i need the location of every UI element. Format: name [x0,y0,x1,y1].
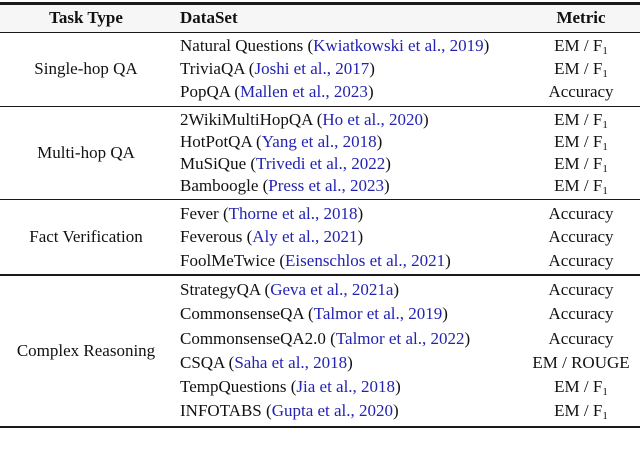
citation-close-paren: ) [357,204,364,224]
metric-label: Accuracy [548,204,614,224]
metric-subscript: 1 [602,44,608,57]
citation-link[interactable]: Saha et al., 2018 [234,352,348,372]
citation-link[interactable]: Trivedi et al., 2022 [256,154,386,174]
dataset-cell [172,401,522,421]
dataset-cell [172,59,522,79]
metric-cell [522,176,640,197]
metric-cell [522,329,640,349]
section-rows [172,276,640,426]
metric-label: Accuracy [548,279,614,299]
dataset-name: PopQA ( [180,82,240,102]
citation-close-paren: ) [376,132,383,152]
metric-subscript: 1 [602,409,608,422]
citation-link[interactable]: Thorne et al., 2018 [228,204,358,224]
table-row [172,249,640,272]
dataset-cell [172,132,522,152]
citation-close-paren: ) [393,401,399,421]
citation-link[interactable]: Talmor et al., 2022 [335,328,465,348]
metric-cell [522,280,640,300]
column-header-dataset: DataSet [180,8,238,27]
section-rows [172,33,640,106]
dataset-name: CommonsenseQA2.0 ( [180,328,336,348]
section-rows [172,200,640,274]
metric-cell [522,82,640,102]
table-row [172,202,640,225]
table-row [172,81,640,104]
dataset-cell [172,280,522,300]
metric-label: EM / F [554,376,603,396]
citation-close-paren: ) [464,328,471,348]
citation-close-paren: ) [422,110,429,130]
dataset-name: FoolMeTwice ( [180,250,286,270]
citation-link[interactable]: Geva et al., 2021a [270,279,394,299]
dataset-name: TriviaQA ( [180,59,255,79]
table-row [172,58,640,81]
citation-close-paren: ) [445,250,451,270]
dataset-name: INFOTABS ( [180,401,272,421]
dataset-cell [172,227,522,247]
metric-label: EM / F [554,35,603,55]
citation-link[interactable]: Eisenschlos et al., 2021 [285,250,446,270]
task-type-cell: Single-hop QA [34,59,138,79]
dataset-cell [172,36,522,56]
metric-cell [522,110,640,131]
metric-cell [522,132,640,153]
metric-label: Accuracy [548,328,614,348]
metric-cell [522,353,640,373]
metric-label: Accuracy [548,227,614,247]
dataset-name: CSQA ( [180,352,235,372]
citation-link[interactable]: Yang et al., 2018 [261,132,377,152]
metric-label: Accuracy [548,304,614,324]
citation-close-paren: ) [357,227,364,247]
dataset-cell [172,110,522,130]
citation-close-paren: ) [393,279,400,299]
metric-subscript: 1 [602,118,608,131]
metric-cell [522,304,640,324]
dataset-name: CommonsenseQA ( [180,304,314,324]
citation-close-paren: ) [385,154,391,174]
bottom-rule [0,426,640,429]
table-row [172,399,640,423]
dataset-name: Fever ( [180,204,229,224]
metric-label: EM / F [554,400,603,420]
citation-link[interactable]: Mallen et al., 2023 [239,82,368,102]
dataset-cell [172,204,522,224]
citation-close-paren: ) [483,36,490,56]
table-row [172,375,640,399]
citation-link[interactable]: Joshi et al., 2017 [254,59,370,79]
dataset-name: Feverous ( [180,227,253,247]
metric-label: EM / F [554,109,603,129]
metric-cell [522,204,640,224]
table-row [172,326,640,350]
task-section [0,107,640,199]
table-row [172,278,640,302]
citation-close-paren: ) [347,352,353,372]
table-row [172,131,640,153]
dataset-cell [172,329,522,349]
citation-link[interactable]: Press et al., 2023 [268,176,384,196]
metric-subscript: 1 [602,385,608,398]
metric-cell [522,154,640,175]
dataset-name: TempQuestions ( [180,377,297,397]
dataset-name: Natural Questions ( [180,36,314,56]
metric-label: EM / F [554,58,603,78]
table-row [172,153,640,175]
citation-link[interactable]: Talmor et al., 2019 [313,304,443,324]
metric-subscript: 1 [602,140,608,153]
metric-cell [522,251,640,271]
dataset-cell [172,377,522,397]
table-row [172,302,640,326]
citation-link[interactable]: Aly et al., 2021 [252,227,358,247]
task-section [0,33,640,106]
column-header-metric: Metric [556,8,606,27]
metric-label: EM / ROUGE [532,352,630,372]
metric-cell [522,227,640,247]
dataset-cell [172,353,522,373]
table-row [172,351,640,375]
section-rows [172,107,640,199]
citation-close-paren: ) [395,377,401,397]
table-header-row [0,5,640,32]
citation-close-paren: ) [369,59,375,79]
metric-subscript: 1 [602,162,608,175]
dataset-name: HotPotQA ( [180,132,262,152]
task-type-cell: Fact Verification [29,227,143,247]
dataset-name: 2WikiMultiHopQA ( [180,110,323,130]
dataset-cell [172,154,522,174]
table-row [172,35,640,58]
citation-link[interactable]: Gupta et al., 2020 [271,401,394,421]
metric-cell [522,377,640,398]
datasets-table [0,2,640,428]
metric-cell [522,401,640,422]
table-row [172,109,640,131]
task-section [0,200,640,274]
dataset-name: StrategyQA ( [180,279,271,299]
metric-cell [522,36,640,57]
metric-cell [522,59,640,80]
dataset-cell [172,251,522,271]
citation-link[interactable]: Kwiatkowski et al., 2019 [313,36,484,56]
table-row [172,175,640,197]
citation-close-paren: ) [383,176,390,196]
dataset-name: MuSiQue ( [180,154,257,174]
metric-subscript: 1 [602,67,608,80]
citation-link[interactable]: Jia et al., 2018 [296,377,396,397]
column-header-task-type: Task Type [49,8,123,27]
table-body [0,33,640,426]
dataset-name: Bamboogle ( [180,176,269,196]
task-type-cell: Complex Reasoning [16,340,156,360]
metric-label: Accuracy [548,250,614,270]
dataset-cell [172,304,522,324]
citation-link[interactable]: Ho et al., 2020 [322,110,423,130]
metric-label: EM / F [554,131,603,151]
task-type-cell: Multi-hop QA [37,143,135,163]
task-section [0,276,640,426]
metric-label: EM / F [554,175,603,195]
dataset-cell [172,82,522,102]
citation-close-paren: ) [367,82,374,102]
metric-subscript: 1 [602,184,608,197]
table-row [172,226,640,249]
metric-label: EM / F [554,153,603,173]
dataset-cell [172,176,522,196]
citation-close-paren: ) [442,304,448,324]
metric-label: Accuracy [548,82,614,102]
